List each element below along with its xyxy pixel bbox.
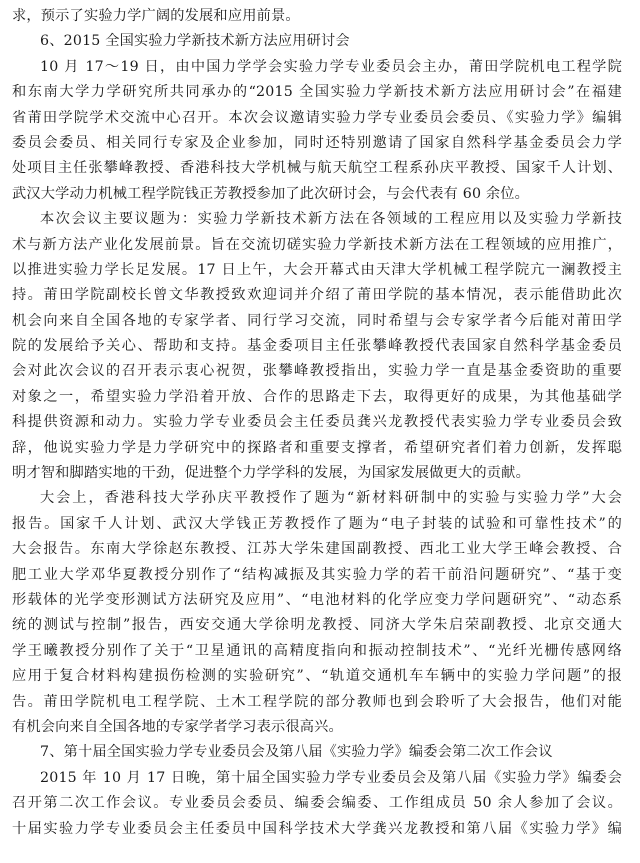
text-line: 和东南大学力学研究所共同承办的“2015 全国实验力学新技术新方法应用研讨会”在福建 — [12, 84, 622, 101]
text-line: 召开第二次工作会议。专业委员会委员、编委会编委、工作组成员 50 余人参加了会议。 — [12, 795, 622, 812]
text-line: 学王曦教授分别作了关于“卫星通讯的高精度指向和振动控制技术”、“光纤光栅传感网络 — [12, 642, 622, 659]
section-heading: 7、第十届全国实验力学专业委员会及第八届《实验力学》编委会第二次工作会议 — [40, 744, 553, 761]
text-line: 辞，他说实验力学是力学研究中的探路者和重要支撑者，希望研究者们着力创新，发挥聪 — [12, 439, 622, 456]
text-line: 武汉大学动力机械工程学院钱正芳教授参加了此次研讨会，与会代表有 60 余位。 — [12, 185, 530, 202]
text-line: 10 月 17～19 日，由中国力学学会实验力学专业委员会主办，莆田学院机电工程学院 — [40, 58, 622, 75]
text-line: 以推进实验力学长足发展。17 日上午，大会开幕式由天津大学机械工程学院亢一澜教授主 — [12, 261, 622, 278]
text-line: 求，预示了实验力学广阔的发展和应用前景。 — [12, 8, 300, 24]
text-line: 术与新方法产业化发展前景。旨在交流切磋实验力学新技术新方法在工程领域的应用推广， — [12, 236, 622, 253]
text-line: 肥工业大学邓华夏教授分别作了“结构减振及其实验力学的若干前沿问题研究”、“基于变 — [12, 566, 622, 583]
text-line: 有机会向来自全国各地的专家学者学习表示很高兴。 — [12, 718, 343, 735]
text-line: 院的发展给予关心、帮助和支持。基金委项目主任张攀峰教授代表国家自然科学基金委员 — [12, 338, 622, 355]
text-line: 处项目主任张攀峰教授、香港科技大学机械与航天航空工程系孙庆平教授、国家千人计划、 — [12, 160, 622, 177]
text-line: 省莆田学院学术交流中心召开。本次会议邀请实验力学专业委员会委员、《实验力学》编辑 — [12, 109, 622, 126]
text-line: 对象之一，希望实验力学沿着开放、合作的思路走下去，取得更好的成果，为其他基础学 — [12, 388, 622, 405]
text-line: 报告。国家千人计划、武汉大学钱正芳教授作了题为“电子封装的试验和可靠性技术”的 — [12, 515, 622, 532]
text-line: 明才智和脚踏实地的干劲，促进整个力学学科的发展，为国家发展做更大的贡献。 — [12, 465, 530, 482]
text-line: 持。莆田学院副校长曾文华教授致欢迎词并介绍了莆田学院的基本情况，表示能借助此次 — [12, 287, 622, 304]
text-line: 形载体的光学变形测试方法研究及应用”、“电池材料的化学应变力学问题研究”、“动态系 — [12, 591, 622, 608]
text-line: 会对此次会议的召开表示衷心祝贺，张攀峰教授指出，实验力学一直是基金委资助的重要 — [12, 363, 622, 380]
text-line: 统的测试与控制”报告，西安交通大学徐明龙教授、同济大学朱启荣副教授、北京交通大 — [12, 617, 622, 634]
text-line: 大会报告。东南大学徐赵东教授、江苏大学朱建国副教授、西北工业大学王峰会教授、合 — [12, 541, 622, 558]
text-line: 2015 年 10 月 17 日晚，第十届全国实验力学专业委员会及第八届《实验力学》编委会 — [40, 769, 622, 786]
text-line: 机会向来自全国各地的专家学者、同行学习交流，同时希望与会专家学者今后能对莆田学 — [12, 312, 622, 329]
section-heading: 6、2015 全国实验力学新技术新方法应用研讨会 — [40, 33, 350, 50]
text-line: 应用于复合材料构建损伤检测的实验研究”、“轨道交通机车车辆中的实验力学问题”的报 — [12, 668, 622, 685]
text-line: 大会上，香港科技大学孙庆平教授作了题为“新材料研制中的实验与实验力学”大会 — [40, 490, 622, 507]
text-line: 科提供资源和动力。实验力学专业委员会主任委员龚兴龙教授代表实验力学专业委员会致 — [12, 414, 622, 431]
text-line: 十届实验力学专业委员会主任委员中国科学技术大学龚兴龙教授和第八届《实验力学》编 — [12, 820, 622, 837]
text-line: 本次会议主要议题为：实验力学新技术新方法在各领域的工程应用以及实验力学新技 — [40, 211, 622, 228]
text-line: 委员会委员、相关同行专家及企业参加，同时还特别邀请了国家自然科学基金委员会力学 — [12, 134, 622, 151]
text-line: 告。莆田学院机电工程学院、土木工程学院的部分教师也到会聆听了大会报告，他们对能 — [12, 693, 622, 710]
